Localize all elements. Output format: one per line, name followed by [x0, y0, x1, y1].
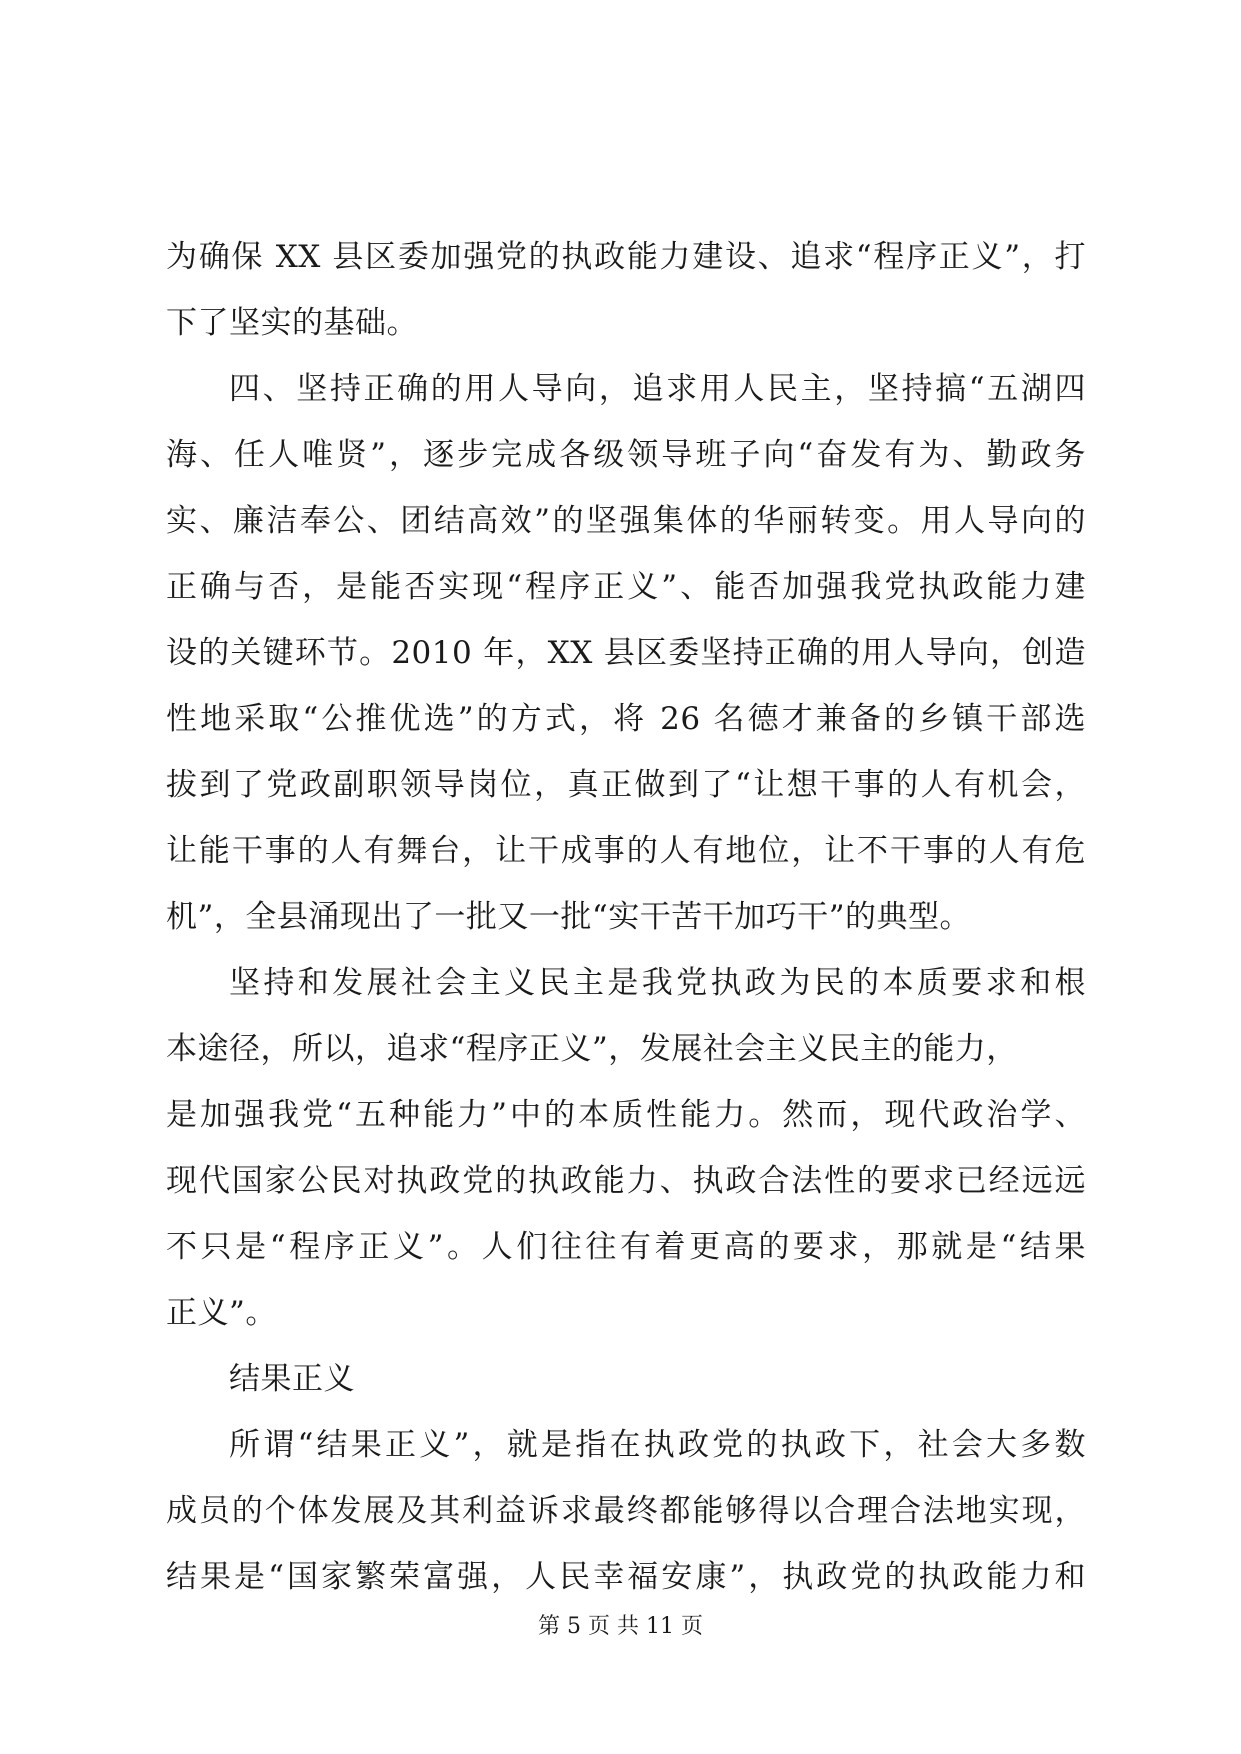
text-line: 设的关键环节。2010 年，XX 县区委坚持正确的用人导向，创造 — [166, 635, 1086, 671]
text-line: 现代国家公民对执政党的执政能力、执政合法性的要求已经远远 — [166, 1163, 1086, 1199]
page-footer: 第 5 页 共 11 页 — [538, 1614, 703, 1639]
text-line: 本途径，所以，追求“程序正义”，发展社会主义民主的能力， — [166, 1031, 1018, 1067]
text-line: 性地采取“公推优选”的方式，将 26 名德才兼备的乡镇干部选 — [166, 701, 1086, 737]
text-line: 成员的个体发展及其利益诉求最终都能够得以合理合法地实现， — [166, 1493, 1086, 1529]
text-line: 所谓“结果正义”，就是指在执政党的执政下，社会大多数 — [229, 1427, 1086, 1463]
text-line: 拔到了党政副职领导岗位，真正做到了“让想干事的人有机会， — [166, 767, 1086, 803]
text-line: 海、任人唯贤”，逐步完成各级领导班子向“奋发有为、勤政务 — [166, 437, 1086, 473]
text-line: 结果是“国家繁荣富强，人民幸福安康”，执政党的执政能力和 — [166, 1559, 1086, 1595]
text-line: 让能干事的人有舞台，让干成事的人有地位，让不干事的人有危 — [166, 833, 1086, 869]
text-line: 为确保 XX 县区委加强党的执政能力建设、追求“程序正义”，打 — [166, 239, 1086, 275]
text-line: 结果正义 — [229, 1361, 355, 1397]
text-line: 四、坚持正确的用人导向，追求用人民主，坚持搞“五湖四 — [229, 371, 1086, 407]
text-line: 正义”。 — [166, 1295, 277, 1331]
text-line: 不只是“程序正义”。人们往往有着更高的要求，那就是“结果 — [166, 1229, 1086, 1265]
text-line: 坚持和发展社会主义民主是我党执政为民的本质要求和根 — [229, 965, 1086, 1001]
body-text — [166, 224, 1086, 1610]
text-line: 正确与否，是能否实现“程序正义”、能否加强我党执政能力建 — [166, 569, 1086, 605]
text-line: 下了坚实的基础。 — [166, 305, 418, 341]
text-line: 实、廉洁奉公、团结高效”的坚强集体的华丽转变。用人导向的 — [166, 503, 1086, 539]
text-line: 机”，全县涌现出了一批又一批“实干苦干加巧干”的典型。 — [166, 899, 972, 935]
text-line: 是加强我党“五种能力”中的本质性能力。然而，现代政治学、 — [166, 1097, 1086, 1133]
